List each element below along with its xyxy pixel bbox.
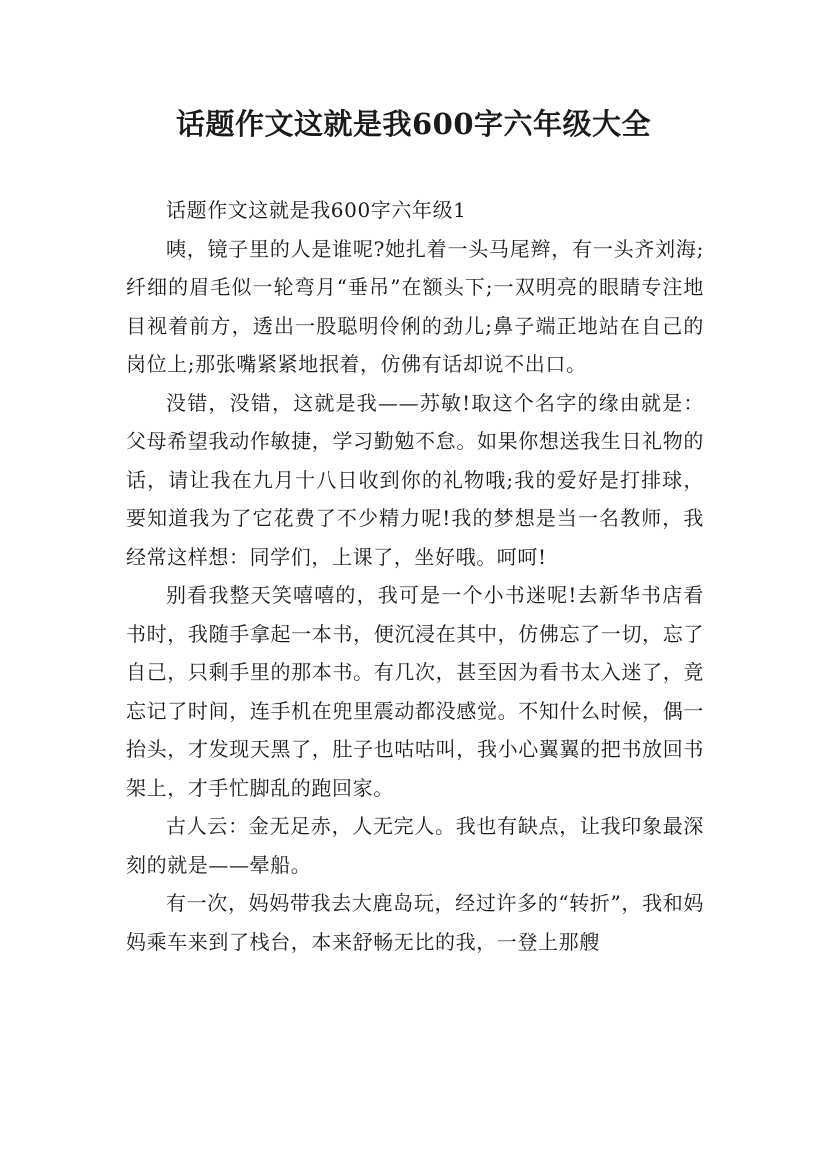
- body-paragraph: 古人云：金无足赤，人无完人。我也有缺点，让我印象最深刻的就是——晕船。: [126, 814, 704, 877]
- body-paragraph: 有一次，妈妈带我去大鹿岛玩，经过许多的“转折”，我和妈妈乘车来到了栈台，本来舒畅无比的我，一登上那艘: [126, 891, 704, 954]
- subtitle-paragraph: 话题作文这就是我600字六年级1: [166, 198, 467, 222]
- body-paragraph: 咦，镜子里的人是谁呢?她扎着一头马尾辫，有一头齐刘海;纤细的眉毛似一轮弯月“垂吊”在额头下;一双明亮的眼睛专注地目视着前方，透出一股聪明伶俐的劲儿;鼻子端正地站在自己的岗位上;那张嘴紧紧地抿着，仿佛有话却说不出口。: [126, 236, 704, 376]
- document-title: 话题作文这就是我600字六年级大全: [175, 107, 652, 141]
- document-body: [126, 191, 704, 961]
- body-paragraph: 没错，没错，这就是我——苏敏!取这个名字的缘由就是：父母希望我动作敏捷，学习勤勉不怠。如果你想送我生日礼物的话，请让我在九月十八日收到你的礼物哦;我的爱好是打排球，要知道我为了它花费了不少精力呢!我的梦想是当一名教师，我经常这样想：同学们，上课了，坐好哦。呵呵!: [126, 390, 704, 569]
- body-paragraph: 别看我整天笑嘻嘻的，我可是一个小书迷呢!去新华书店看书时，我随手拿起一本书，便沉浸在其中，仿佛忘了一切，忘了自己，只剩手里的那本书。有几次，甚至因为看书太入迷了，竟忘记了时间，连手机在兜里震动都没感觉。不知什么时候，偶一抬头，才发现天黑了，肚子也咕咕叫，我小心翼翼的把书放回书架上，才手忙脚乱的跑回家。: [126, 583, 704, 800]
